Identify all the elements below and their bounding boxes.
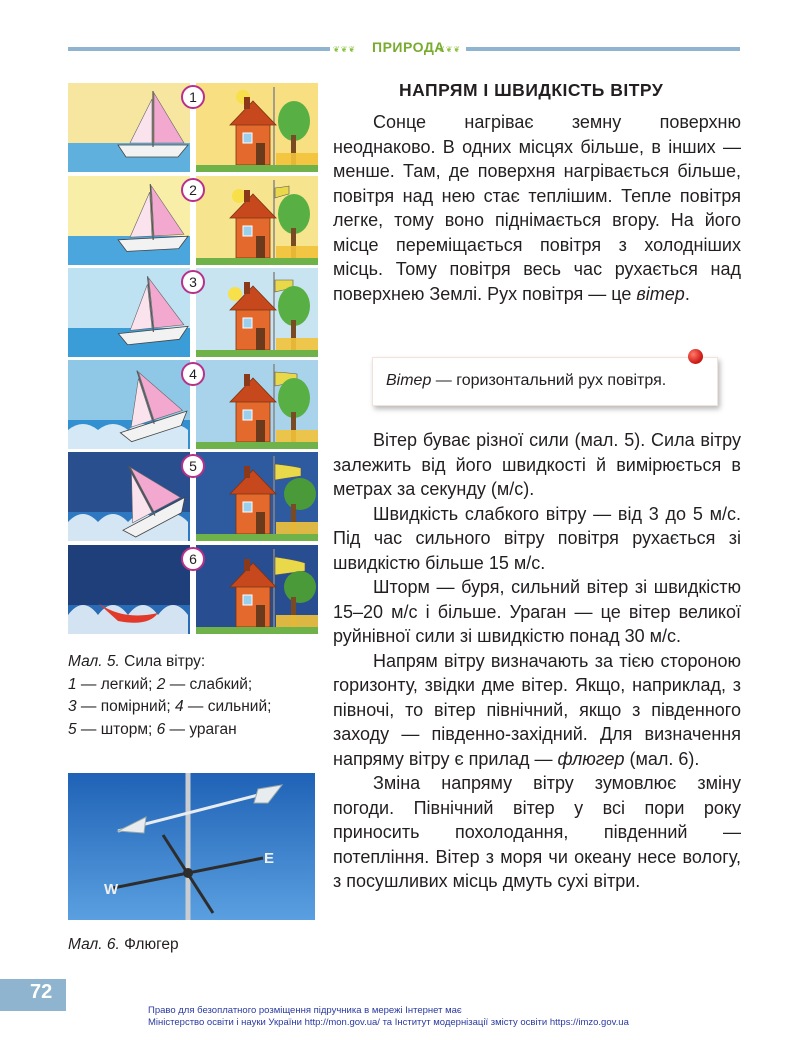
caption-ref: Мал. 5. [68,653,120,670]
wind-panel-calm [68,83,318,172]
footer-line-2: Міністерство освіти і науки України http://mon.gov.ua/ та Інститут модернізації змісту освіти https://imzo.gov.ua [148,1017,629,1028]
caption-text: — шторм; [76,720,157,738]
wind-panel-moderate [68,268,318,357]
panel-number-badge: 5 [181,454,205,478]
section-title: ПРИРОДА [372,39,445,55]
caption-text: Флюгер [119,936,179,953]
wind-panel-storm [68,452,318,541]
vane-letter-w: W [104,881,119,898]
wind-panel-strong [68,360,318,449]
caption-num: 6 [156,720,166,738]
figure-6-caption [68,934,179,957]
definition-body: — горизонтальний рух повітря. [431,372,667,389]
paragraph-text: Напрям вітру визначають за тією стороною горизонту, звідки дме вітер. Якщо, наприклад, з півночі, то вітер північний, якщо з південного заходу — південно-західний. Для визначення напряму вітру є прилад — [333,650,741,769]
caption-num: 2 [156,675,166,693]
wind-panel-light [68,176,318,265]
panel-number-badge: 6 [181,547,205,571]
leaf-ornament-right: ❦❦❦ [438,45,462,54]
caption-num: 5 [68,720,77,738]
header-rule-left [68,47,330,51]
leaf-ornament-left: ❦❦❦ [333,45,357,54]
caption-text: — слабкий; [165,675,253,693]
paragraph: Вітер буває різної сили (мал. 5). Сила вітру залежить від його швидкості й вимірюється в метрах за секунду (м/с). [333,430,741,499]
caption-ref: Мал. 6. [68,936,120,953]
paragraph-text: Сонце нагріває земну поверхню неоднаково. В одних місцях більше, в інших — менше. Там, де поверхня нагрівається більше, повітря над нею стає теплішим. Тепле повітря легке, тому воно піднімається вгору. На його місце переміщається повітря з холодніших місць. Тому повітря весь час рухається над поверхнею Землі. Рух повітря — це [333,112,741,304]
paragraph: Зміна напряму вітру зумовлює зміну погоди. Північний вітер у всі пори року приносить похолодання, південний — потепління. Вітер з моря чи океану несе вологу, з посушливих місць дмуть сухі вітри. [333,773,741,891]
paragraph-text: . [684,283,690,304]
panel-number-badge: 4 [181,362,205,386]
paragraph [333,110,741,306]
caption-text: — ураган [165,720,237,738]
term-emphasis: флюгер [557,748,625,769]
paragraphs-main [333,428,741,894]
caption-num: 3 [68,698,77,715]
page-number: 72 [30,981,53,1003]
caption-text: — помірний; [76,698,175,715]
weather-vane-photo [68,773,315,920]
wind-panel-hurricane [68,545,318,634]
definition-box [372,357,718,406]
caption-text: — сильний; [183,698,272,715]
panel-number-badge: 3 [181,270,205,294]
figure-5-caption [68,651,271,741]
paragraph-intro [333,110,741,306]
term-emphasis: вітер [636,283,685,304]
caption-title: Сила вітру: [119,653,206,670]
term-emphasis: Вітер [386,372,432,389]
caption-text: — легкий; [76,675,157,693]
caption-num: 1 [68,675,77,693]
paragraph: Шторм — буря, сильний вітер зі швидкістю 15–20 м/с і більше. Ураган — це вітер великої руйнівної сили зі швидкістю понад 30 м/с. [333,577,741,646]
definition-text [386,372,666,390]
red-pin-icon [688,349,703,364]
footer-line-1: Право для безоплатного розміщення підручника в мережі Інтернет має [148,1005,462,1016]
caption-num: 4 [174,698,184,715]
header-rule-right [466,47,740,51]
panel-number-badge: 2 [181,178,205,202]
panel-number-badge: 1 [181,85,205,109]
paragraph-text: (мал. 6). [624,748,700,769]
paragraph [333,649,741,772]
page-title: НАПРЯМ І ШВИДКІСТЬ ВІТРУ [399,80,664,100]
paragraph: Швидкість слабкого вітру — від 3 до 5 м/с. Під час сильного вітру повітря рухається зі швидкістю більше 15 м/с. [333,503,741,573]
vane-letter-e: E [264,850,275,867]
